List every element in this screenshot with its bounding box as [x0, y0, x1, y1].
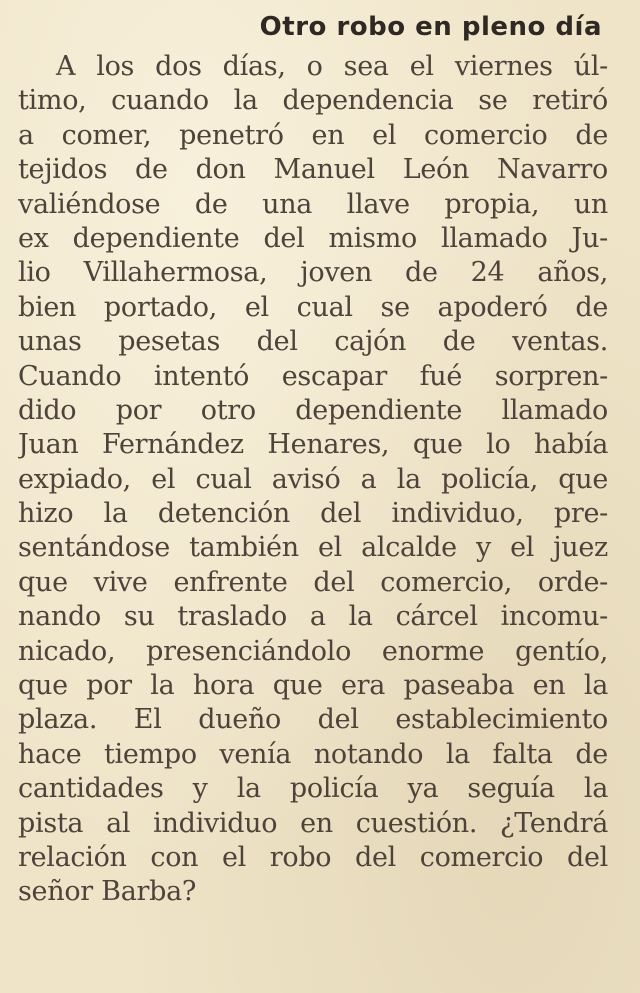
- article-headline: Otro robo en pleno día: [259, 12, 602, 42]
- article-line: lio Villahermosa, joven de 24 años,: [18, 257, 608, 289]
- article-line: valiéndose de una llave propia, un: [18, 188, 608, 220]
- article-line: Juan Fernández Henares, que lo había: [18, 429, 608, 461]
- article-line: nicado, presenciándolo enorme gentío,: [18, 635, 608, 667]
- article-line: dido por otro dependiente llamado: [18, 394, 608, 426]
- article-line: pista al individuo en cuestión. ¿Tendrá: [18, 807, 608, 839]
- article-line: que por la hora que era paseaba en la: [18, 670, 608, 702]
- article-line: hizo la detención del individuo, pre-: [18, 498, 608, 530]
- article-line: cantidades y la policía ya seguía la: [18, 773, 608, 805]
- article-line: Cuando intentó escapar fué sorpren-: [18, 360, 608, 392]
- article-body: [18, 50, 608, 910]
- article-line: a comer, penetró en el comercio de: [18, 119, 608, 151]
- article-line: señor Barba?: [18, 876, 197, 908]
- article-line: A los dos días, o sea el viernes úl-: [56, 51, 608, 82]
- article-line: expiado, el cual avisó a la policía, que: [18, 463, 608, 495]
- article-line: que vive enfrente del comercio, orde-: [18, 566, 608, 598]
- article-line: bien portado, el cual se apoderó de: [18, 291, 608, 323]
- article-line: timo, cuando la dependencia se retiró: [18, 85, 608, 117]
- article-line: ex dependiente del mismo llamado Ju-: [18, 222, 608, 254]
- article-line: plaza. El dueño del establecimiento: [18, 704, 608, 736]
- article-line: hace tiempo venía notando la falta de: [18, 738, 608, 770]
- article-line: nando su traslado a la cárcel incomu-: [18, 601, 608, 633]
- article-line: unas pesetas del cajón de ventas.: [18, 326, 608, 358]
- article-line: relación con el robo del comercio del: [18, 841, 608, 873]
- article-line: sentándose también el alcalde y el juez: [18, 532, 608, 564]
- article-line: tejidos de don Manuel León Navarro: [18, 154, 608, 186]
